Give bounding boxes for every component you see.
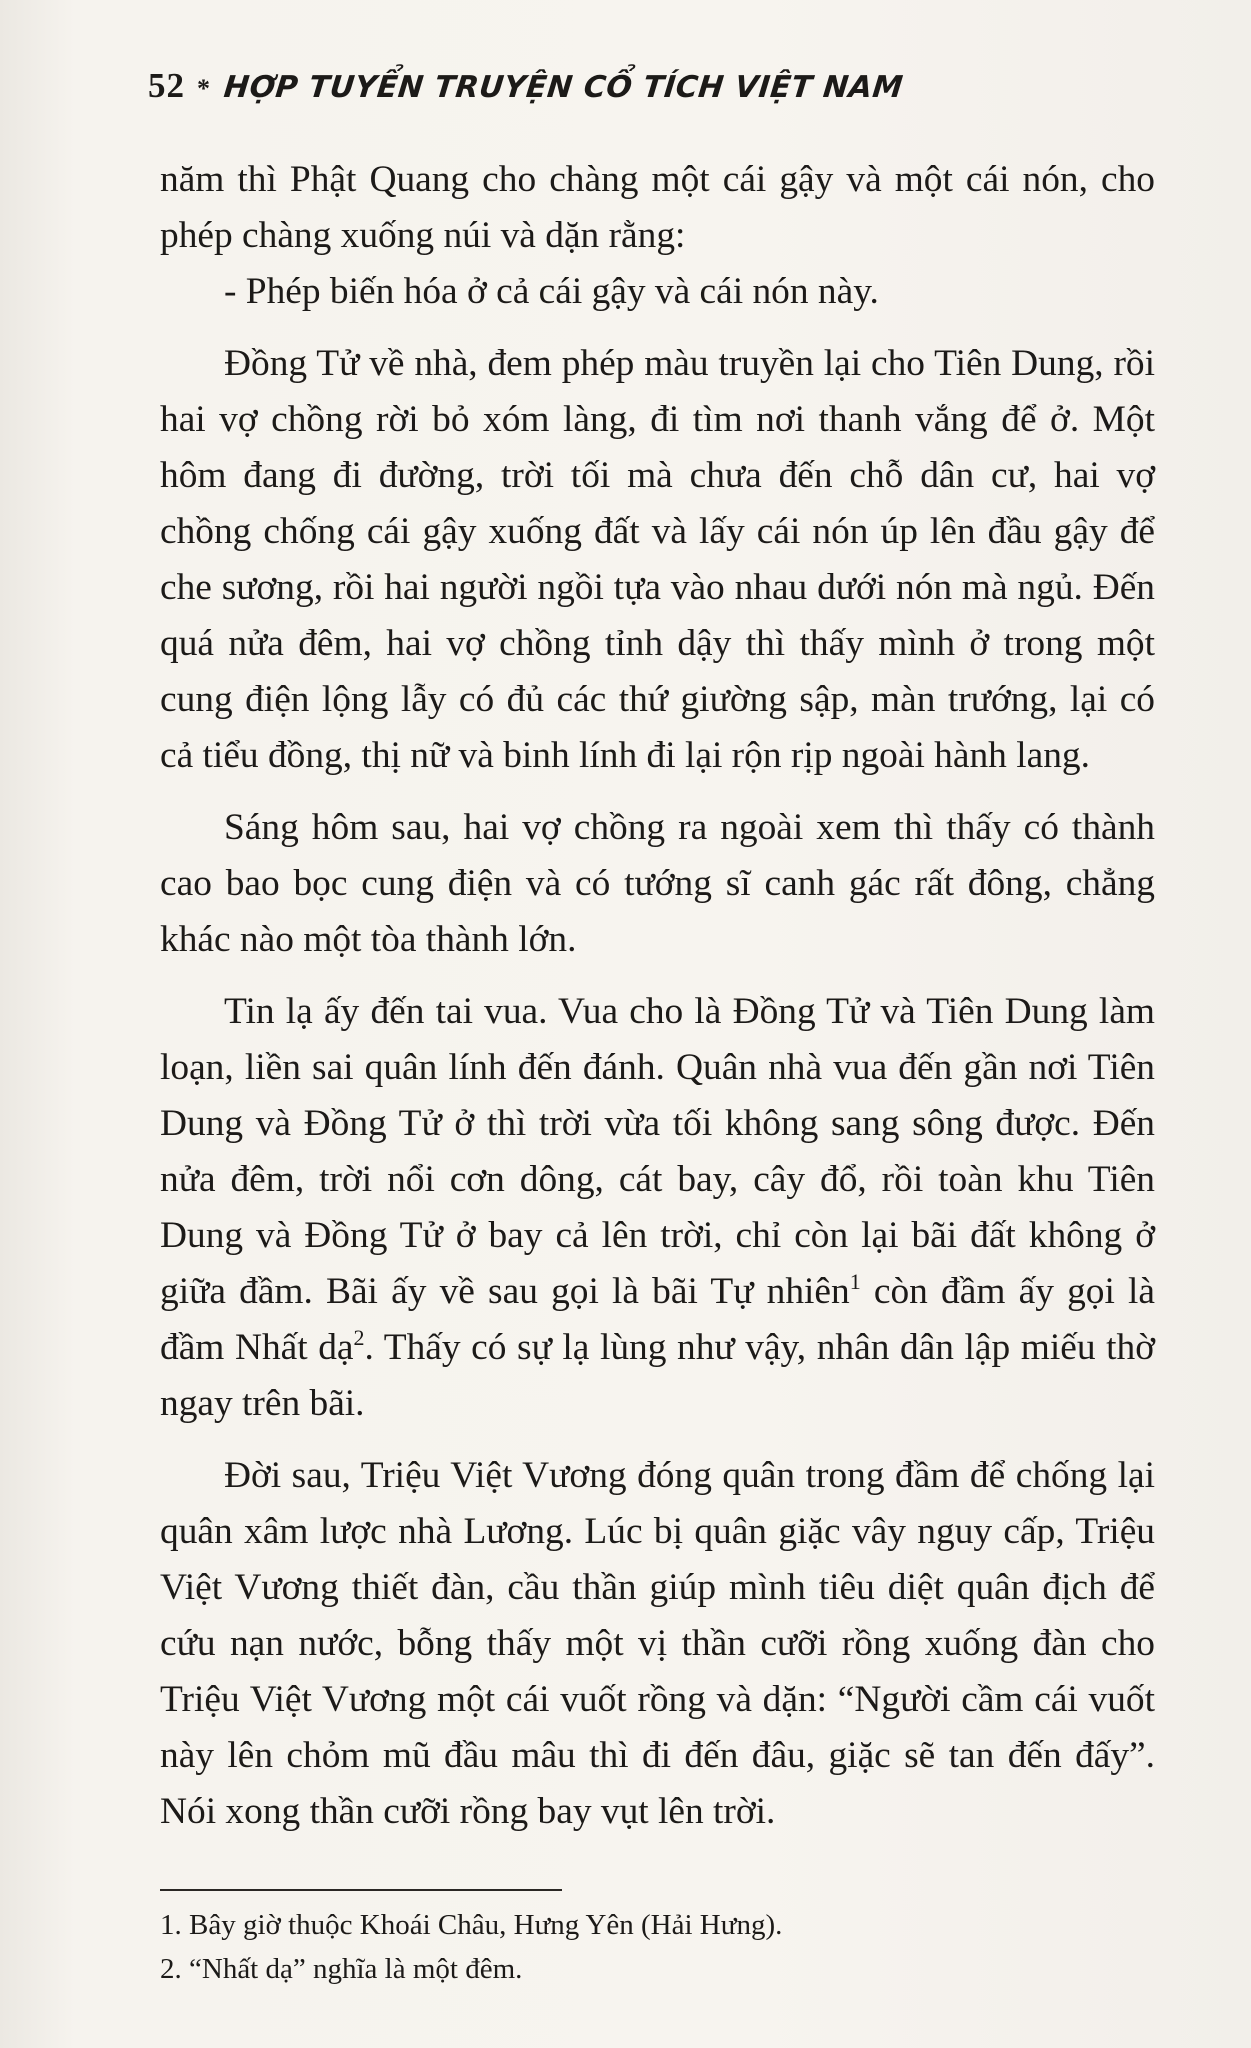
footnote-ref-2[interactable]: 2 <box>353 1325 365 1350</box>
footnote-ref-1[interactable]: 1 <box>849 1269 861 1294</box>
footnote-divider <box>160 1889 562 1891</box>
paragraph: năm thì Phật Quang cho chàng một cái gậy và một cái nón, cho phép chàng xuống núi và dặn rằng: <box>160 159 1155 256</box>
paragraph: Tin lạ ấy đến tai vua. Vua cho là Đồng Tử và Tiên Dung làm loạn, liền sai quân lính đến đánh. Quân nhà vua đến gần nơi Tiên Dung và Đồng Tử ở thì trời vừa tối không sang sông được. Đến nửa đêm, trời nổi cơn dông, cát bay, cây đổ, rồi toàn khu Tiên Dung và Đồng Tử ở bay cả lên trời, chỉ còn lại bãi đất không ở giữa đầm. Bãi ấy về sau gọi là bãi Tự nhiên$^1$ còn đầm ấy gọi là đầm Nhất dạ$^2$. Thấy có sự lạ lùng như vậy, nhân dân lập miếu thờ ngay trên bãi. <box>160 991 1156 1424</box>
footnotes <box>160 1903 1155 1991</box>
paragraph: - Phép biến hóa ở cả cái gậy và cái nón này. <box>224 271 879 312</box>
body-text <box>160 152 1155 1840</box>
running-title: HỢP TUYỂN TRUYỆN CỔ TÍCH VIỆT NAM <box>222 70 905 105</box>
paragraph: Đồng Tử về nhà, đem phép màu truyền lại cho Tiên Dung, rồi hai vợ chồng rời bỏ xóm làng, đi tìm nơi thanh vắng để ở. Một hôm đang đi đường, trời tối mà chưa đến chỗ dân cư, hai vợ chồng chống cái gậy xuống đất và lấy cái nón úp lên đầu gậy để che sương, rồi hai người ngồi tựa vào nhau dưới nón mà ngủ. Đến quá nửa đêm, hai vợ chồng tỉnh dậy thì thấy mình ở trong một cung điện lộng lẫy có đủ các thứ giường sập, màn trướng, lại có cả tiểu đồng, thị nữ và binh lính đi lại rộn rịp ngoài hành lang. <box>160 343 1155 776</box>
page-header <box>148 66 903 126</box>
paragraph: Đời sau, Triệu Việt Vương đóng quân trong đầm để chống lại quân xâm lược nhà Lương. Lúc bị quân giặc vây nguy cấp, Triệu Việt Vương thiết đàn, cầu thần giúp mình tiêu diệt quân địch để cứu nạn nước, bỗng thấy một vị thần cưỡi rồng xuống đàn cho Triệu Việt Vương một cái vuốt rồng và dặn: “Người cầm cái vuốt này lên chỏm mũ đầu mâu thì đi đến đâu, giặc sẽ tan đến đấy”. Nói xong thần cưỡi rồng bay vụt lên trời. <box>160 1455 1155 1832</box>
page-number: 52 <box>148 66 185 105</box>
footnote-2: 2. “Nhất dạ” nghĩa là một đêm. <box>160 1953 523 1985</box>
header-separator: * <box>197 74 210 103</box>
paragraph: Sáng hôm sau, hai vợ chồng ra ngoài xem thì thấy có thành cao bao bọc cung điện và có tướng sĩ canh gác rất đông, chẳng khác nào một tòa thành lớn. <box>160 807 1155 960</box>
footnote-1: 1. Bây giờ thuộc Khoái Châu, Hưng Yên (Hải Hưng). <box>160 1909 783 1941</box>
